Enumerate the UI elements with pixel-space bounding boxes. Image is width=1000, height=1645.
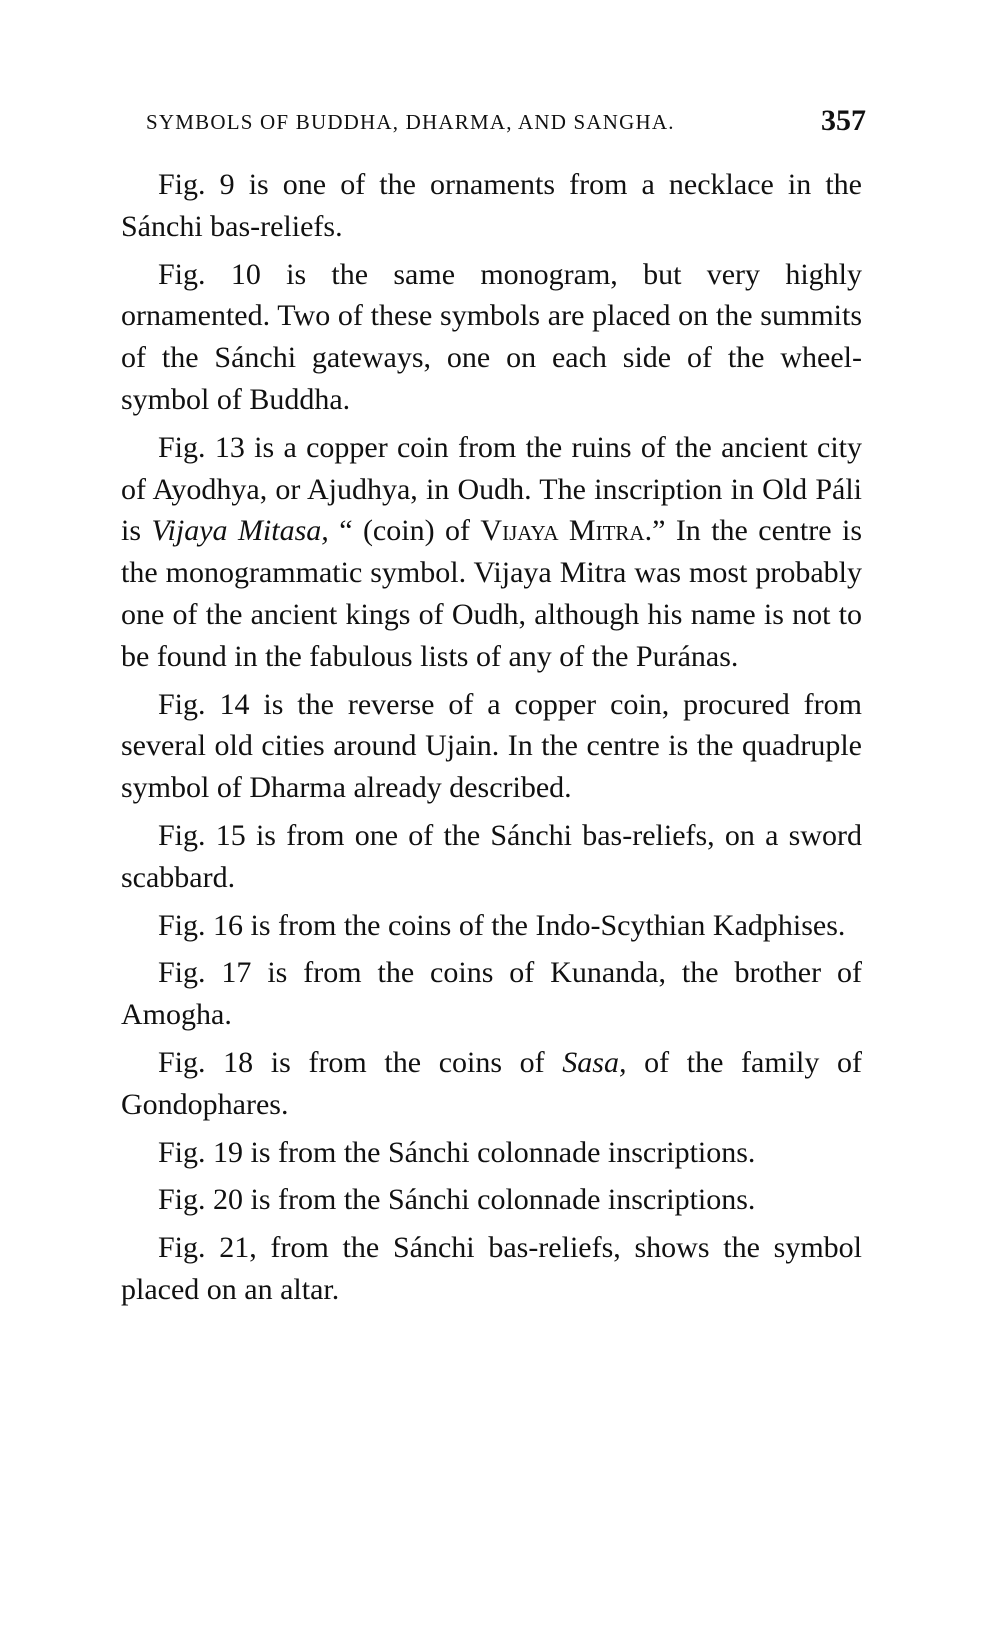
paragraph-fig-21: Fig. 21, from the Sánchi bas-reliefs, shows the symbol placed on an altar. bbox=[121, 1231, 862, 1306]
paragraph-fig-18-text-2: of the family of Gondophares. bbox=[121, 1045, 862, 1121]
paragraph-fig-13-text-3: .” In the centre is the monogrammatic symbol. Vijaya Mitra was most probably one of the ancient kings of Oudh, although his name is not to be found in the fabulous lists of any of the Puránas. bbox=[121, 514, 862, 673]
paragraph-fig-18 bbox=[121, 1042, 862, 1126]
paragraph-fig-20: Fig. 20 is from the Sánchi colonnade inscriptions. bbox=[158, 1183, 756, 1217]
book-page bbox=[121, 104, 866, 1311]
paragraph-fig-19: Fig. 19 is from the Sánchi colonnade inscriptions. bbox=[158, 1135, 756, 1169]
page-number: 357 bbox=[821, 104, 866, 137]
paragraph-fig-16: Fig. 16 is from the coins of the Indo-Scythian Kadphises. bbox=[158, 908, 846, 942]
paragraph-fig-15: Fig. 15 is from one of the Sánchi bas-reliefs, on a sword scabbard. bbox=[121, 818, 862, 894]
running-title: SYMBOLS OF BUDDHA, DHARMA, AND SANGHA. bbox=[146, 110, 675, 134]
inscription-italic: Vijaya Mitasa, bbox=[151, 514, 329, 548]
running-head bbox=[121, 104, 866, 144]
paragraph-fig-18-text-1: Fig. 18 is from the coins of bbox=[158, 1045, 563, 1079]
paragraph-fig-10: Fig. 10 is the same monogram, but very highly ornamented. Two of these symbols are placed on the summits of the Sánchi gateways, one on each side of the wheel-symbol of Buddha. bbox=[121, 257, 862, 416]
paragraph-fig-13-text-1: Fig. 13 is a copper coin from the ruins of the ancient city of Ayodhya, or Ajudhya, in Oudh. The inscription in Old Páli is bbox=[121, 430, 862, 548]
name-italic: Sasa, bbox=[562, 1045, 627, 1079]
paragraph-fig-13-text-2: “ (coin) of bbox=[328, 514, 481, 548]
paragraph-fig-14: Fig. 14 is the reverse of a copper coin, procured from several old cities around Ujain. In the centre is the quadruple symbol of Dharma already described. bbox=[121, 687, 862, 805]
paragraph-fig-13 bbox=[121, 427, 862, 678]
paragraph-fig-9: Fig. 9 is one of the ornaments from a necklace in the Sánchi bas-reliefs. bbox=[121, 168, 862, 243]
king-name-smallcaps: Vijaya Mitra bbox=[480, 514, 645, 548]
paragraph-fig-17: Fig. 17 is from the coins of Kunanda, the brother of Amogha. bbox=[121, 956, 862, 1032]
